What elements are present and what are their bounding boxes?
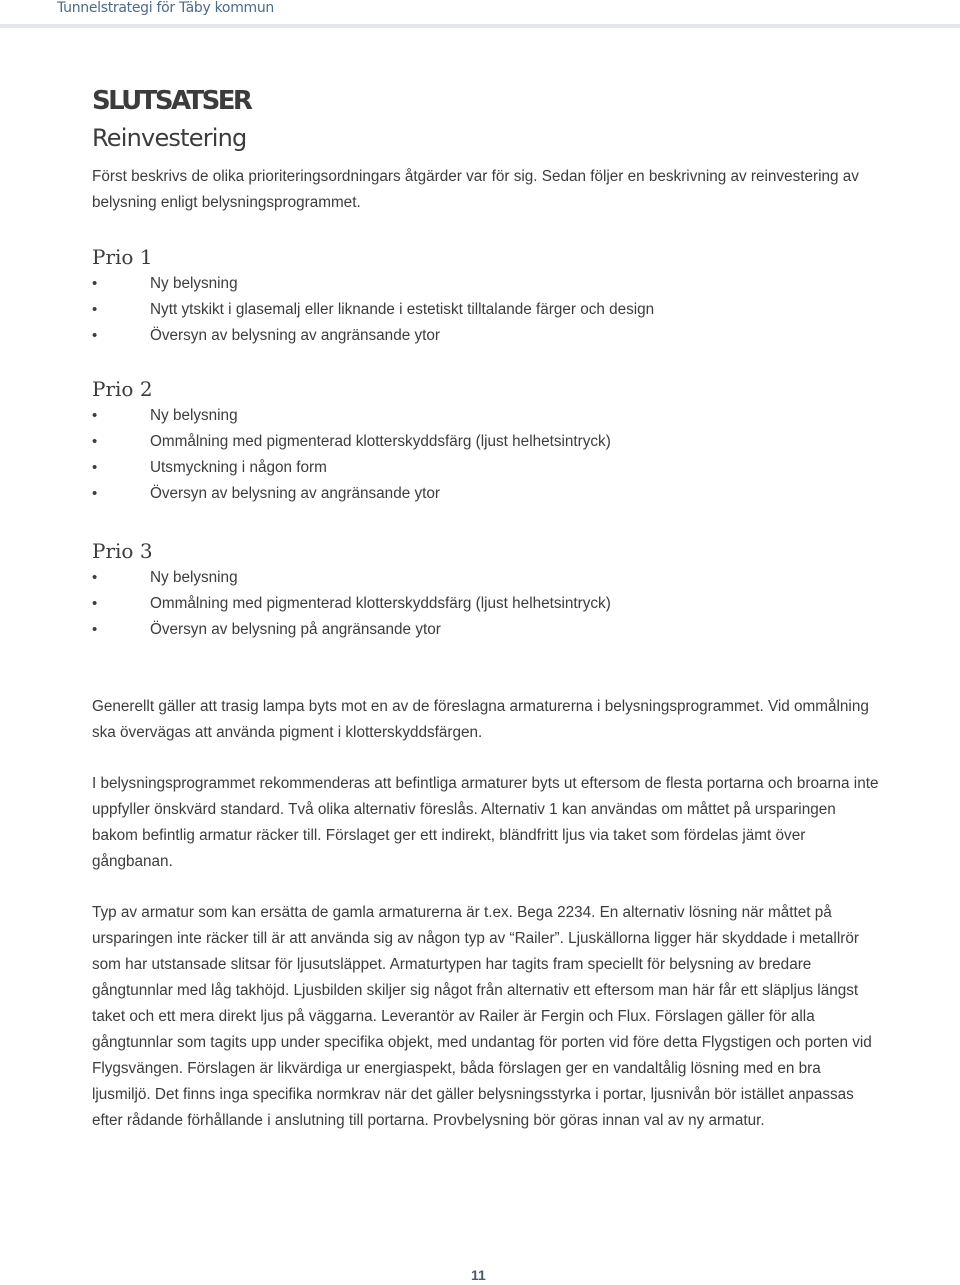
page-header [0,0,960,28]
section-subheading: Reinvestering [92,124,247,152]
page-number: 11 [471,1267,486,1283]
bullet-icon: • [92,569,98,586]
body-paragraph: Generellt gäller att trasig lampa byts mot en av de föreslagna armaturerna i belysningsprogrammet. Vid ommålning ska övervägas att använda pigment i klotterskyddsfärgen. [92,698,869,741]
bullet-icon: • [92,595,98,612]
bullet-icon: • [92,621,98,638]
body-paragraph: I belysningsprogrammet rekommenderas att befintliga armaturer byts ut eftersom de flesta portarna och broarna inte uppfyller önskvärd standard. Två olika alternativ föreslås. Alternativ 1 kan användas om måttet på ursparingen bakom befintlig armatur räcker till. Förslaget ger ett indirekt, bländfritt ljus via taket som fördelas jämt över gångbanan. [92,775,879,870]
bullet-icon: • [92,407,98,424]
section-heading: SLUTSATSER [92,86,251,116]
prio-2-heading: Prio 2 [92,377,153,401]
body-paragraph: Typ av armatur som kan ersätta de gamla armaturerna är t.ex. Bega 2234. En alternativ lösning när måttet på ursparingen inte räcker till är att använda sig av någon typ av “Railer”. Ljuskällorna ligger här skyddade i metallrör som har utstansade slitsar för ljusutsläppet. Armaturtypen har tagits fram speciellt för belysning av bredare gångtunnlar med låg takhöjd. Ljusbilden skiljer sig något från alternativ ett eftersom man här får ett släpljus längst taket och ett mera direkt ljus på väggarna. Leverantör av Railer är Fergin och Flux. Förslagen gäller för alla gångtunnlar som tagits upp under specifika objekt, med undantag för porten vid före detta Flygstigen och porten vid Flygsvängen. Förslagen är likvärdiga ur energiaspekt, båda förslagen ger en vandaltålig lösning med en bra ljusmiljö. Det finns inga specifika normkrav när det gäller belysningsstyrka i portar, ljusnivån bör istället anpassas efter rådande förhållande i anslutning till portarna. Provbelysning bör göras innan val av ny armatur. [92,904,872,1129]
bullet-icon: • [92,485,98,502]
intro-paragraph: Först beskrivs de olika prioriteringsordningars åtgärder var för sig. Sedan följer en beskrivning av reinvestering av belysning enligt belysningsprogrammet. [92,168,859,211]
bullet-icon: • [92,301,98,318]
header-divider [0,24,960,28]
bullet-icon: • [92,459,98,476]
prio-1-heading: Prio 1 [92,245,153,269]
document-title: Tunnelstrategi för Täby kommun [57,0,275,16]
bullet-icon: • [92,327,98,344]
bullet-icon: • [92,275,98,292]
prio-3-heading: Prio 3 [92,539,153,563]
bullet-icon: • [92,433,98,450]
